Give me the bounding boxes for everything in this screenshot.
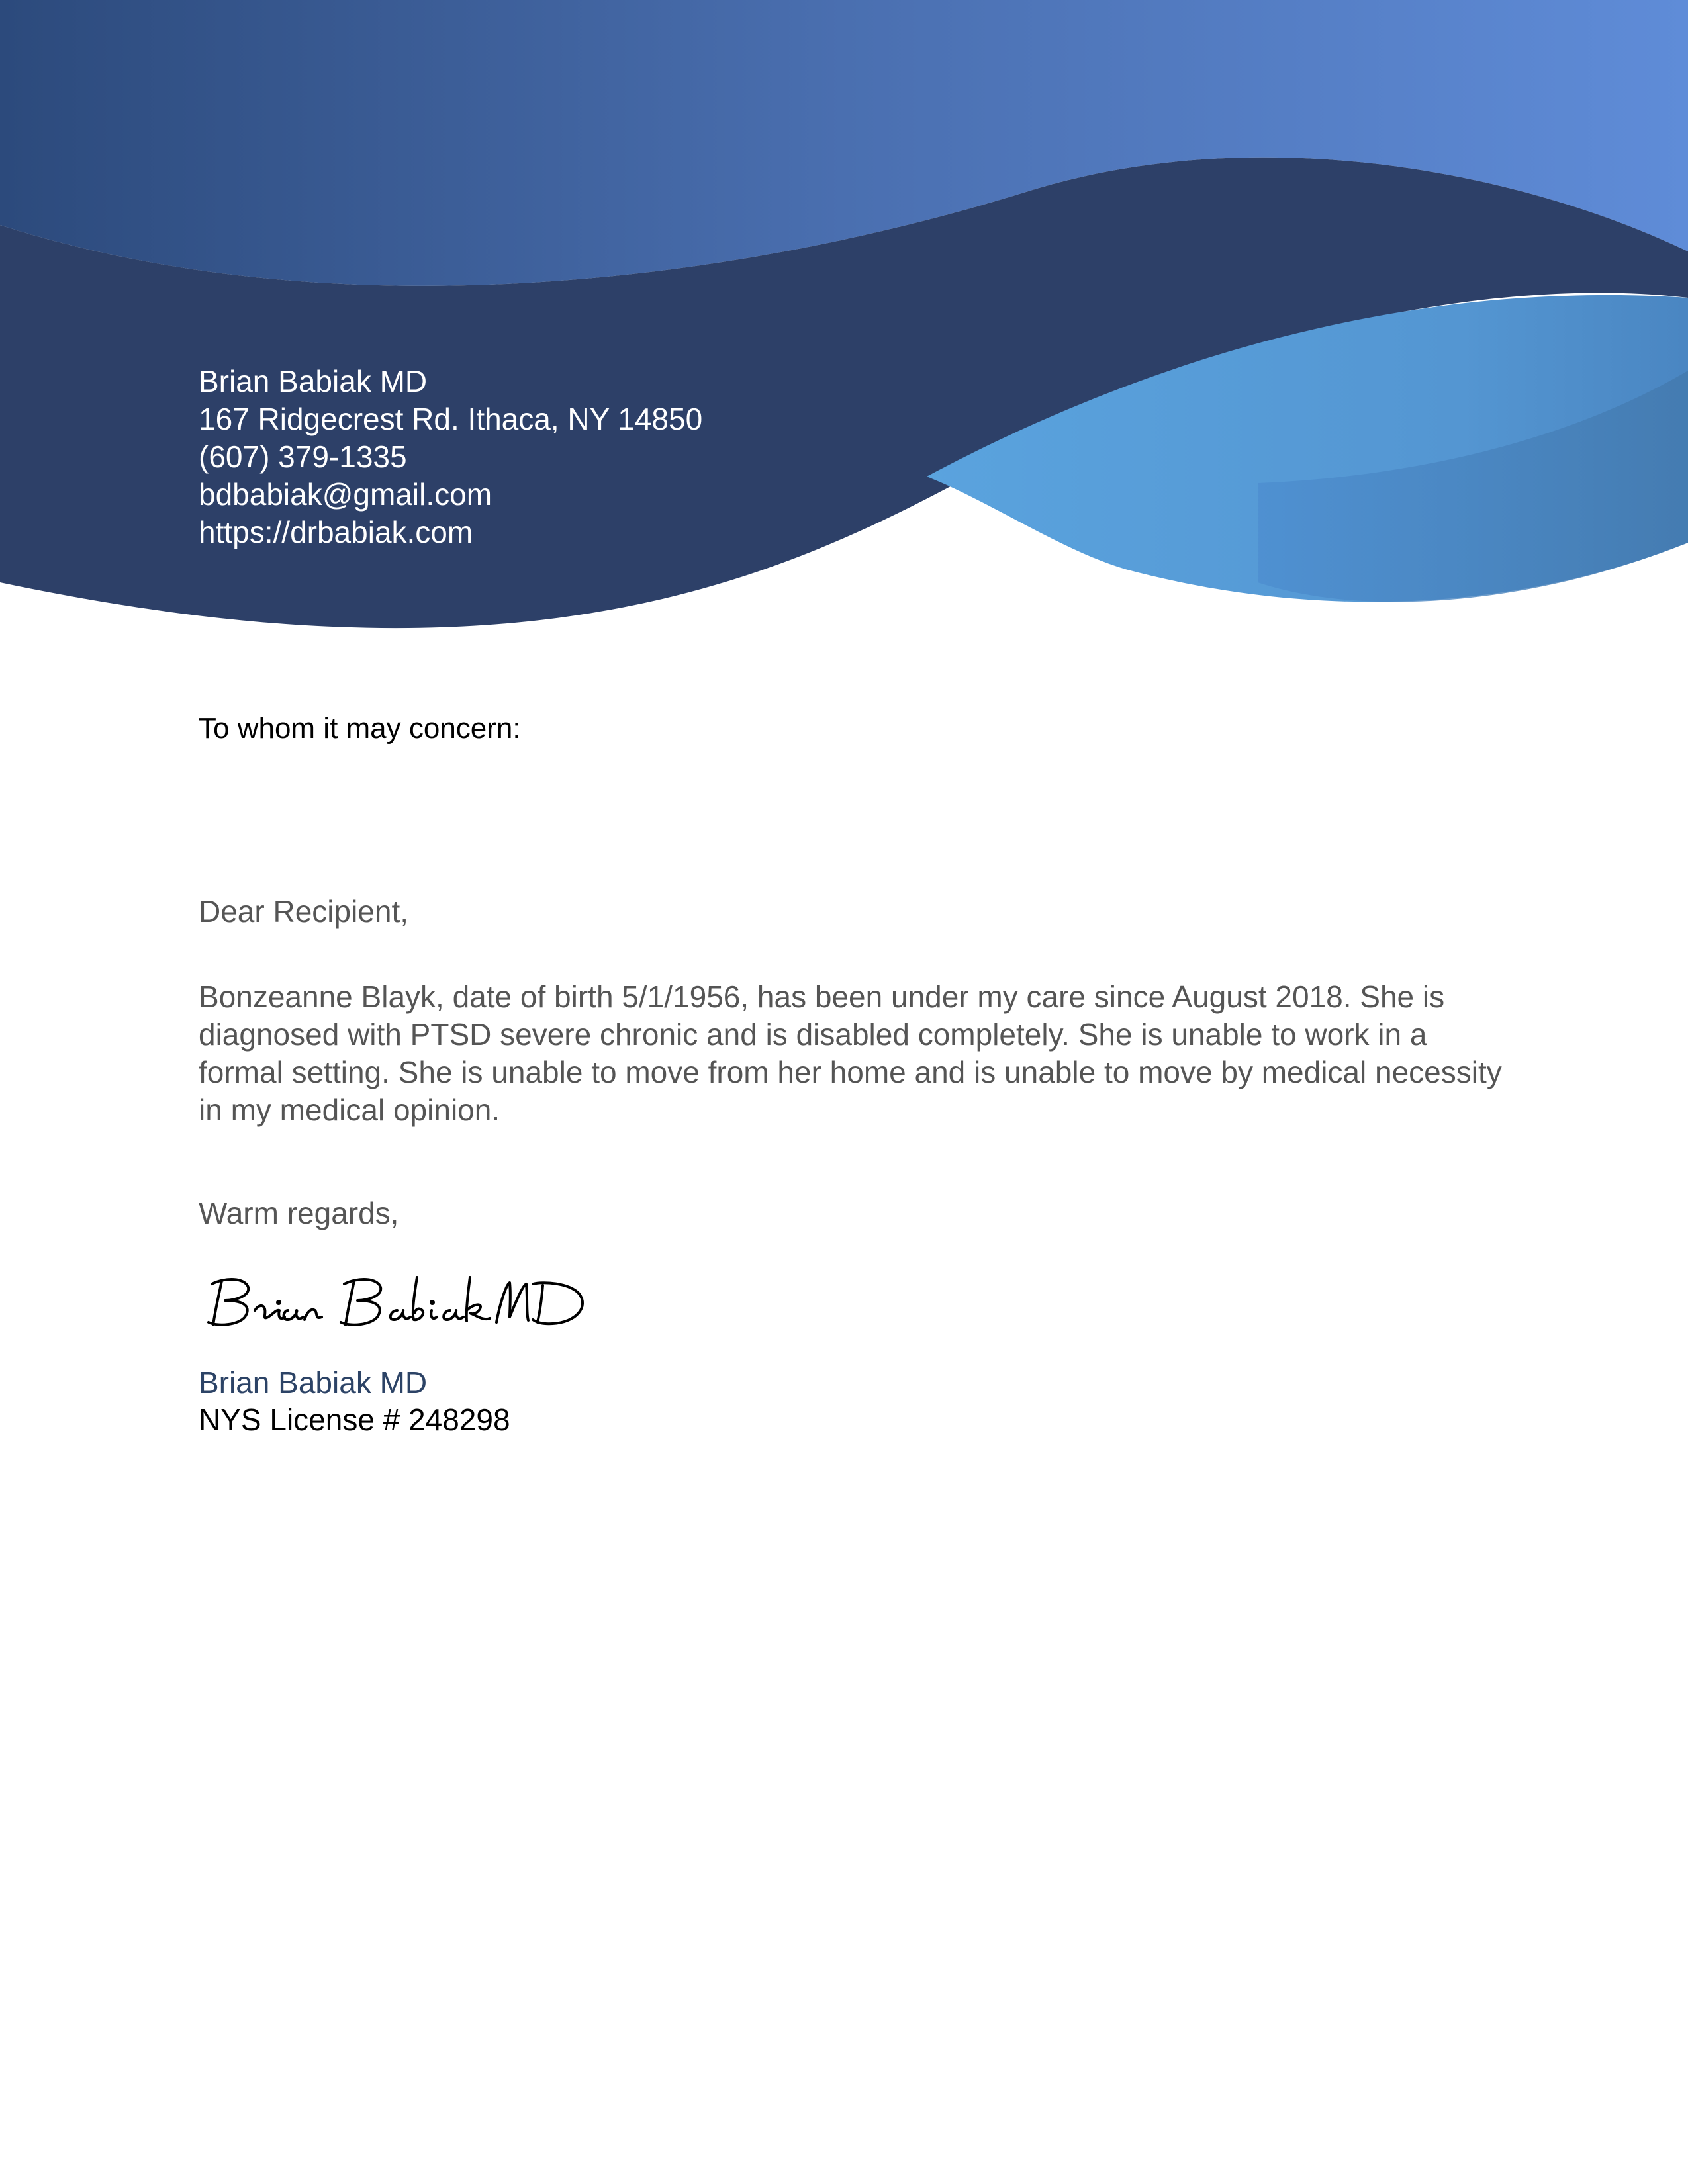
signer-name: Brian Babiak MD bbox=[199, 1365, 428, 1400]
sender-phone: (607) 379-1335 bbox=[199, 439, 407, 474]
to-whom-heading: To whom it may concern: bbox=[199, 712, 521, 745]
license-number: NYS License # 248298 bbox=[199, 1402, 510, 1437]
sender-website[interactable]: https://drbabiak.com bbox=[199, 515, 473, 549]
greeting: Dear Recipient, bbox=[199, 894, 409, 929]
sender-block bbox=[199, 363, 702, 551]
sender-address: 167 Ridgecrest Rd. Ithaca, NY 14850 bbox=[199, 402, 703, 436]
closing: Warm regards, bbox=[199, 1196, 399, 1230]
sender-name: Brian Babiak MD bbox=[199, 364, 428, 398]
handwritten-signature bbox=[199, 1264, 596, 1337]
letter-body: Bonzeanne Blayk, date of birth 5/1/1956, has been under my care since August 2018. She is diagnosed with PTSD severe chronic and is disabled completely. She is unable to work in a formal setting. She is unable to move from her home and is unable to move by medical necessity in my medical opinion. bbox=[199, 979, 1502, 1127]
sender-email[interactable]: bdbabiak@gmail.com bbox=[199, 477, 492, 512]
header-wave-graphic bbox=[0, 0, 1688, 668]
